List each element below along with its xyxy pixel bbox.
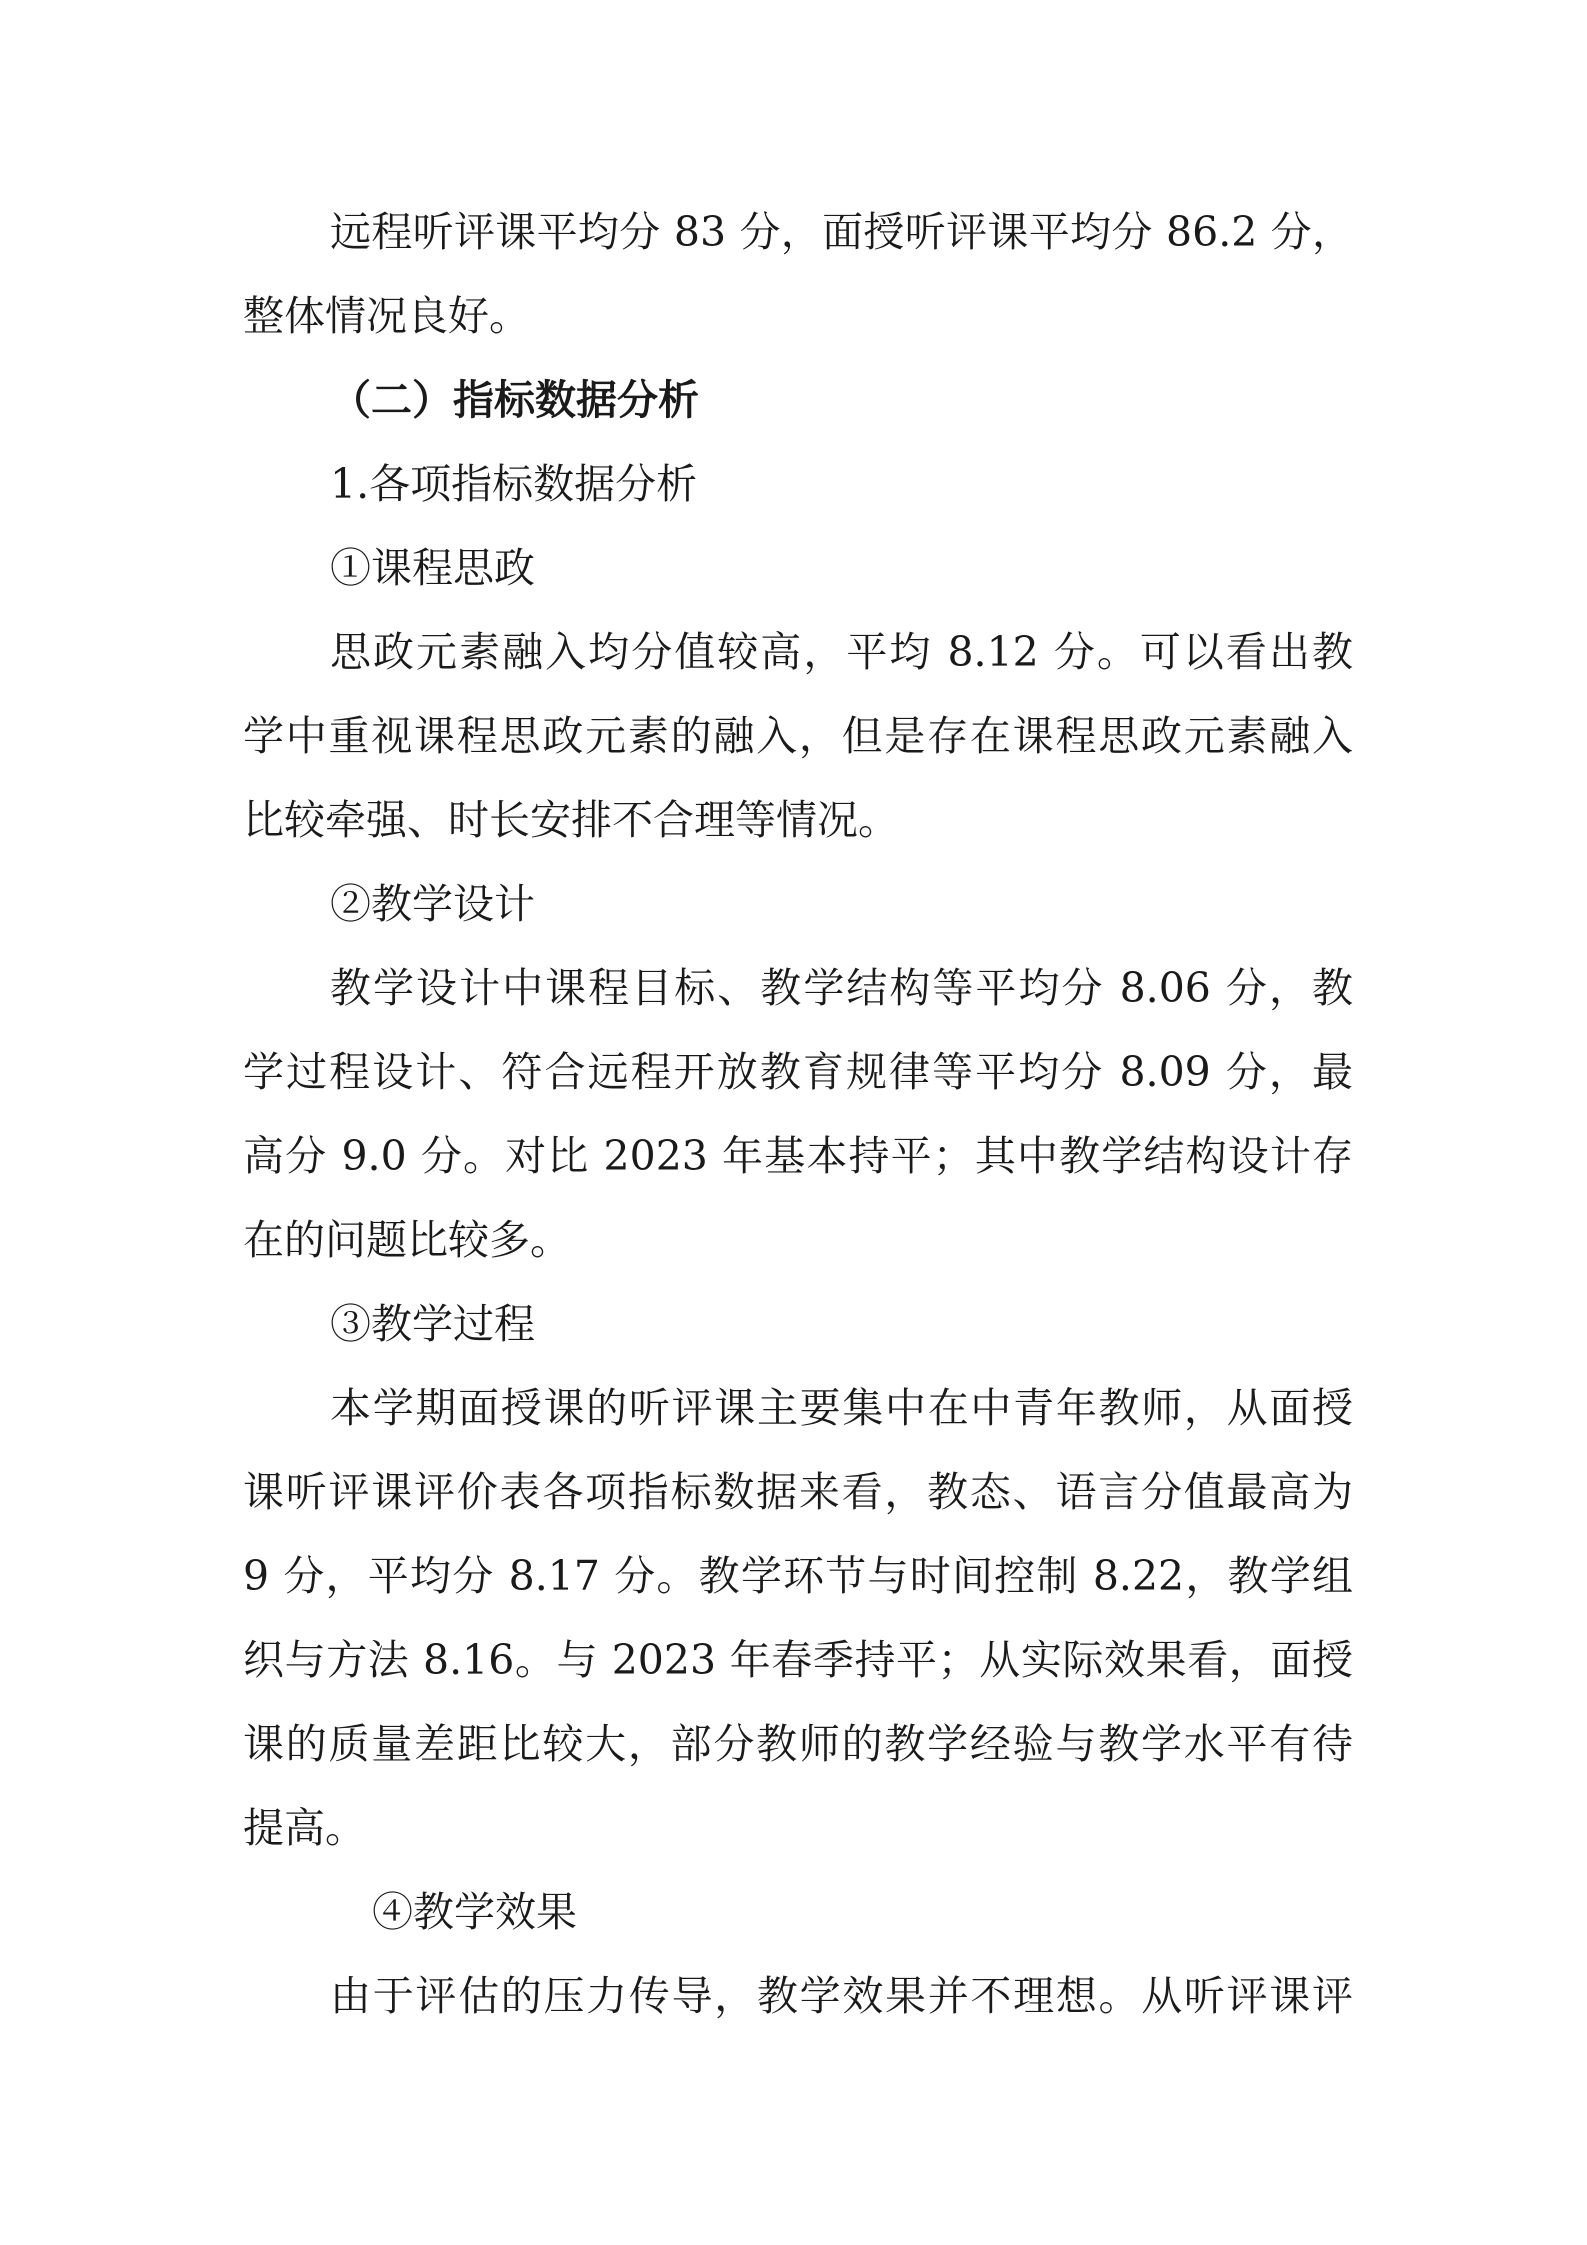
paragraph-line: 比较牵强、时长安排不合理等情况。 [243, 796, 899, 844]
paragraph-line: 提高。 [243, 1804, 366, 1852]
paragraph-line: 学中重视课程思政元素的融入，但是存在课程思政元素融入 [243, 712, 1353, 760]
item-heading: ③教学过程 [330, 1300, 535, 1348]
subsection-heading: 1.各项指标数据分析 [330, 460, 698, 508]
paragraph-line: 9 分，平均分 8.17 分。教学环节与时间控制 8.22，教学组 [243, 1552, 1353, 1600]
paragraph-line: 课的质量差距比较大，部分教师的教学经验与教学水平有待 [243, 1720, 1353, 1768]
paragraph-line: 本学期面授课的听评课主要集中在中青年教师，从面授 [330, 1384, 1353, 1432]
paragraph-line: 整体情况良好。 [243, 292, 530, 340]
section-heading: （二）指标数据分析 [330, 376, 699, 424]
paragraph-line: 织与方法 8.16。与 2023 年春季持平；从实际效果看，面授 [243, 1636, 1353, 1684]
paragraph-line: 课听评课评价表各项指标数据来看，教态、语言分值最高为 [243, 1468, 1353, 1516]
item-heading: ②教学设计 [330, 880, 535, 928]
item-heading: ①课程思政 [330, 544, 535, 592]
paragraph-line: 在的问题比较多。 [243, 1216, 571, 1264]
paragraph-line: 教学设计中课程目标、教学结构等平均分 8.06 分，教 [330, 964, 1353, 1012]
paragraph-line: 远程听评课平均分 83 分，面授听评课平均分 86.2 分， [330, 208, 1353, 256]
paragraph-line: 思政元素融入均分值较高，平均 8.12 分。可以看出教 [330, 628, 1353, 676]
paragraph-line: 由于评估的压力传导，教学效果并不理想。从听评课评 [330, 1972, 1353, 2020]
paragraph-line: 高分 9.0 分。对比 2023 年基本持平；其中教学结构设计存 [243, 1132, 1353, 1180]
item-heading: ④教学效果 [372, 1888, 577, 1936]
paragraph-line: 学过程设计、符合远程开放教育规律等平均分 8.09 分，最 [243, 1048, 1353, 1096]
